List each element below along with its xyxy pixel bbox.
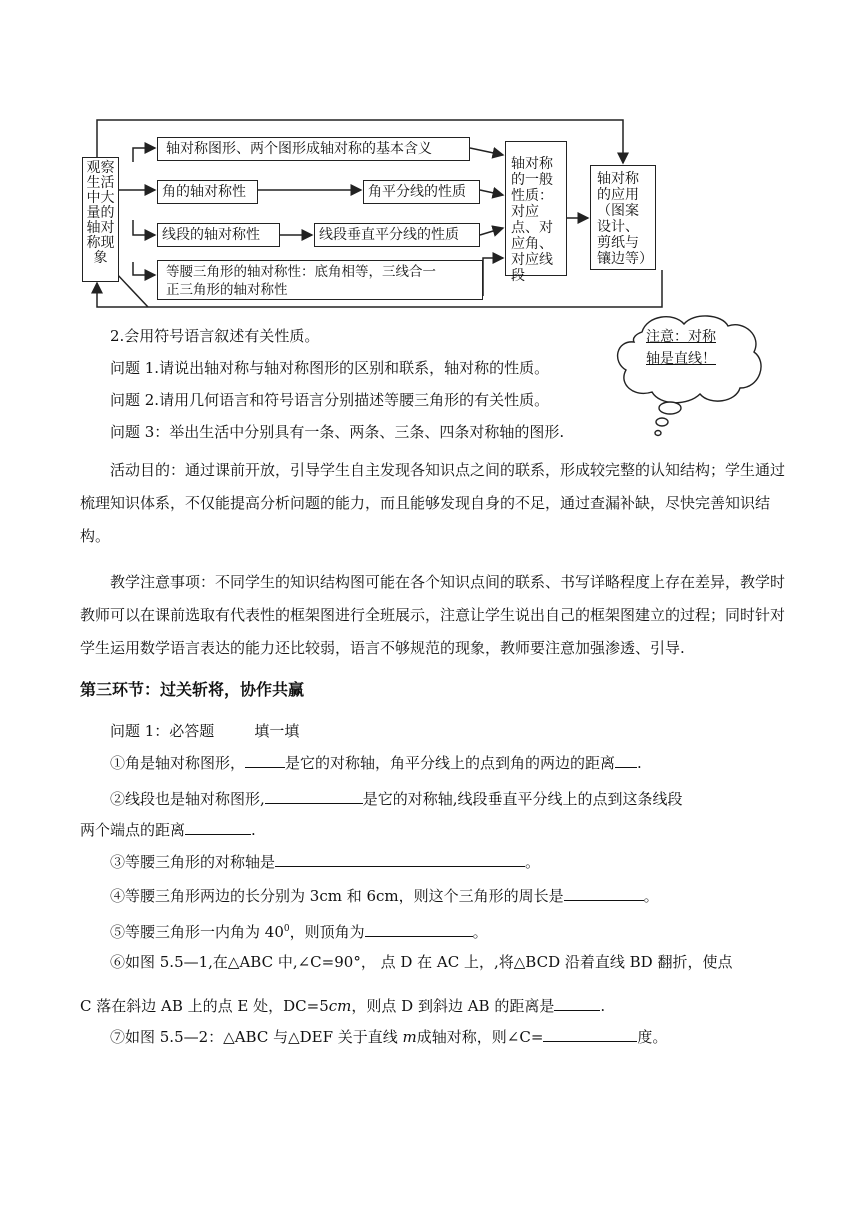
line-m-label: m	[402, 1028, 417, 1046]
exercise-4-a: ④等腰三角形两边的长分别为 3cm 和 6cm，则这个三角形的周长是	[110, 887, 564, 905]
blank-field[interactable]	[265, 787, 363, 804]
blank-field[interactable]	[365, 920, 473, 937]
application-box	[590, 165, 656, 270]
angle-symmetry-text: 角的轴对称性	[162, 184, 246, 200]
angle-symmetry-box	[157, 180, 258, 204]
exercise-1-b: 是它的对称轴，角平分线上的点到角的两边的距离	[285, 754, 616, 772]
blank-field[interactable]	[615, 751, 637, 768]
angle-bisector-text: 角平分线的性质	[368, 184, 466, 200]
basic-meaning-text: 轴对称图形、两个图形成轴对称的基本含义	[166, 141, 432, 157]
exercise-4	[80, 883, 785, 909]
exercise-7-b: 成轴对称，则∠C=	[416, 1028, 544, 1046]
blank-field[interactable]	[185, 818, 251, 835]
exercise-3-a: ③等腰三角形的对称轴是	[110, 853, 276, 871]
perpendicular-bisector-box	[314, 223, 480, 247]
isosceles-box	[157, 260, 483, 300]
question-3: 问题 3：举出生活中分别具有一条、两条、三条、四条对称轴的图形.	[110, 423, 565, 441]
exercise-2	[80, 784, 785, 846]
exercise-2-b: 是它的对称轴,线段垂直平分线上的点到这条线段	[362, 790, 683, 808]
blank-field[interactable]	[245, 751, 285, 768]
exercise-1-c: .	[637, 754, 642, 772]
fill-intro-sub: 填一填	[254, 722, 300, 740]
segment-symmetry-text: 线段的轴对称性	[162, 227, 260, 243]
exercise-4-b: 。	[643, 887, 659, 905]
isosceles-text: 等腰三角形的轴对称性：底角相等，三线合一	[166, 264, 436, 280]
cloud-note-line1: 注意：对称	[646, 329, 716, 345]
exercise-7	[80, 1024, 785, 1050]
item-2: 2.会用符号语言叙述有关性质。	[110, 327, 320, 345]
degree-sup: 0	[283, 924, 290, 934]
cloud-note-line2: 轴是直线！	[646, 351, 716, 367]
exercise-7-a: ⑦如图 5.5—2：△ABC 与△DEF 关于直线	[110, 1028, 403, 1046]
exercise-6-b: C 落在斜边 AB 上的点 E 处，DC=5	[80, 997, 329, 1015]
perpendicular-bisector-text: 线段垂直平分线的性质	[319, 227, 459, 243]
exercise-5-c: 。	[472, 923, 488, 941]
general-property-box	[505, 141, 567, 284]
general-property-text: 轴对称的一般性质：对应点、对应角、对应线段	[511, 156, 553, 284]
blank-field[interactable]	[554, 994, 600, 1011]
exercise-2-d: .	[251, 821, 256, 839]
exercise-2-a: ②线段也是轴对称图形,	[110, 790, 265, 808]
exercise-6-unit: cm	[328, 997, 352, 1015]
exercise-1-a: ①角是轴对称图形，	[110, 754, 246, 772]
observe-box	[82, 157, 119, 282]
exercise-5-b: ，则顶角为	[289, 923, 365, 941]
teaching-notes: 教学注意事项：不同学生的知识结构图可能在各个知识点间的联系、书写详略程度上存在差异，教学时教师可以在课前选取有代表性的框架图进行全班展示，注意让学生说出自己的框架图建立的过程；同时针对学生运用数学语言表达的能力还比较弱，语言不够规范的现象，教师要注意加强渗透、引导.	[80, 573, 786, 657]
application-text: 轴对称的应用（图案设计、剪纸与镶边等）	[597, 171, 653, 267]
blank-field[interactable]	[564, 884, 644, 901]
exercise-6-d: .	[600, 997, 606, 1015]
exercise-5-a: ⑤等腰三角形一内角为 40	[110, 923, 284, 941]
basic-meaning-box	[157, 137, 470, 161]
blank-field[interactable]	[275, 850, 525, 867]
exercise-5	[80, 916, 785, 945]
exercise-7-c: 度。	[637, 1028, 668, 1046]
fill-intro	[80, 718, 785, 744]
section-heading: 第三环节：过关斩将，协作共赢	[80, 680, 305, 699]
equilateral-text: 正三角形的轴对称性	[166, 282, 288, 298]
exercise-6-line1: ⑥如图 5.5—1,在△ABC 中,∠C=90°， 点 D 在 AC 上，,将△BCD 沿着直线 BD 翻折，使点	[110, 953, 733, 971]
exercise-3-b: 。	[525, 853, 541, 871]
blank-field[interactable]	[543, 1025, 637, 1042]
exercise-3	[80, 849, 785, 875]
observe-box-text: 观察生活中大量的轴对称现象	[86, 160, 115, 266]
segment-symmetry-box	[157, 223, 280, 247]
exercise-6-c: ，则点 D 到斜边 AB 的距离是	[351, 997, 555, 1015]
question-1: 问题 1.请说出轴对称与轴对称图形的区别和联系，轴对称的性质。	[110, 359, 550, 377]
exercise-1	[80, 750, 785, 776]
question-2: 问题 2.请用几何语言和符号语言分别描述等腰三角形的有关性质。	[110, 391, 550, 409]
exercise-6-line2	[80, 993, 785, 1019]
activity-purpose: 活动目的：通过课前开放，引导学生自主发现各知识点之间的联系，形成较完整的认知结构；学生通过梳理知识体系，不仅能提高分析问题的能力，而且能够发现自身的不足，通过查漏补缺，尽快完善知识结构。	[80, 461, 786, 545]
exercise-2-c: 两个端点的距离	[80, 821, 186, 839]
fill-intro-label: 问题 1：必答题	[110, 722, 215, 740]
angle-bisector-box	[363, 180, 480, 204]
